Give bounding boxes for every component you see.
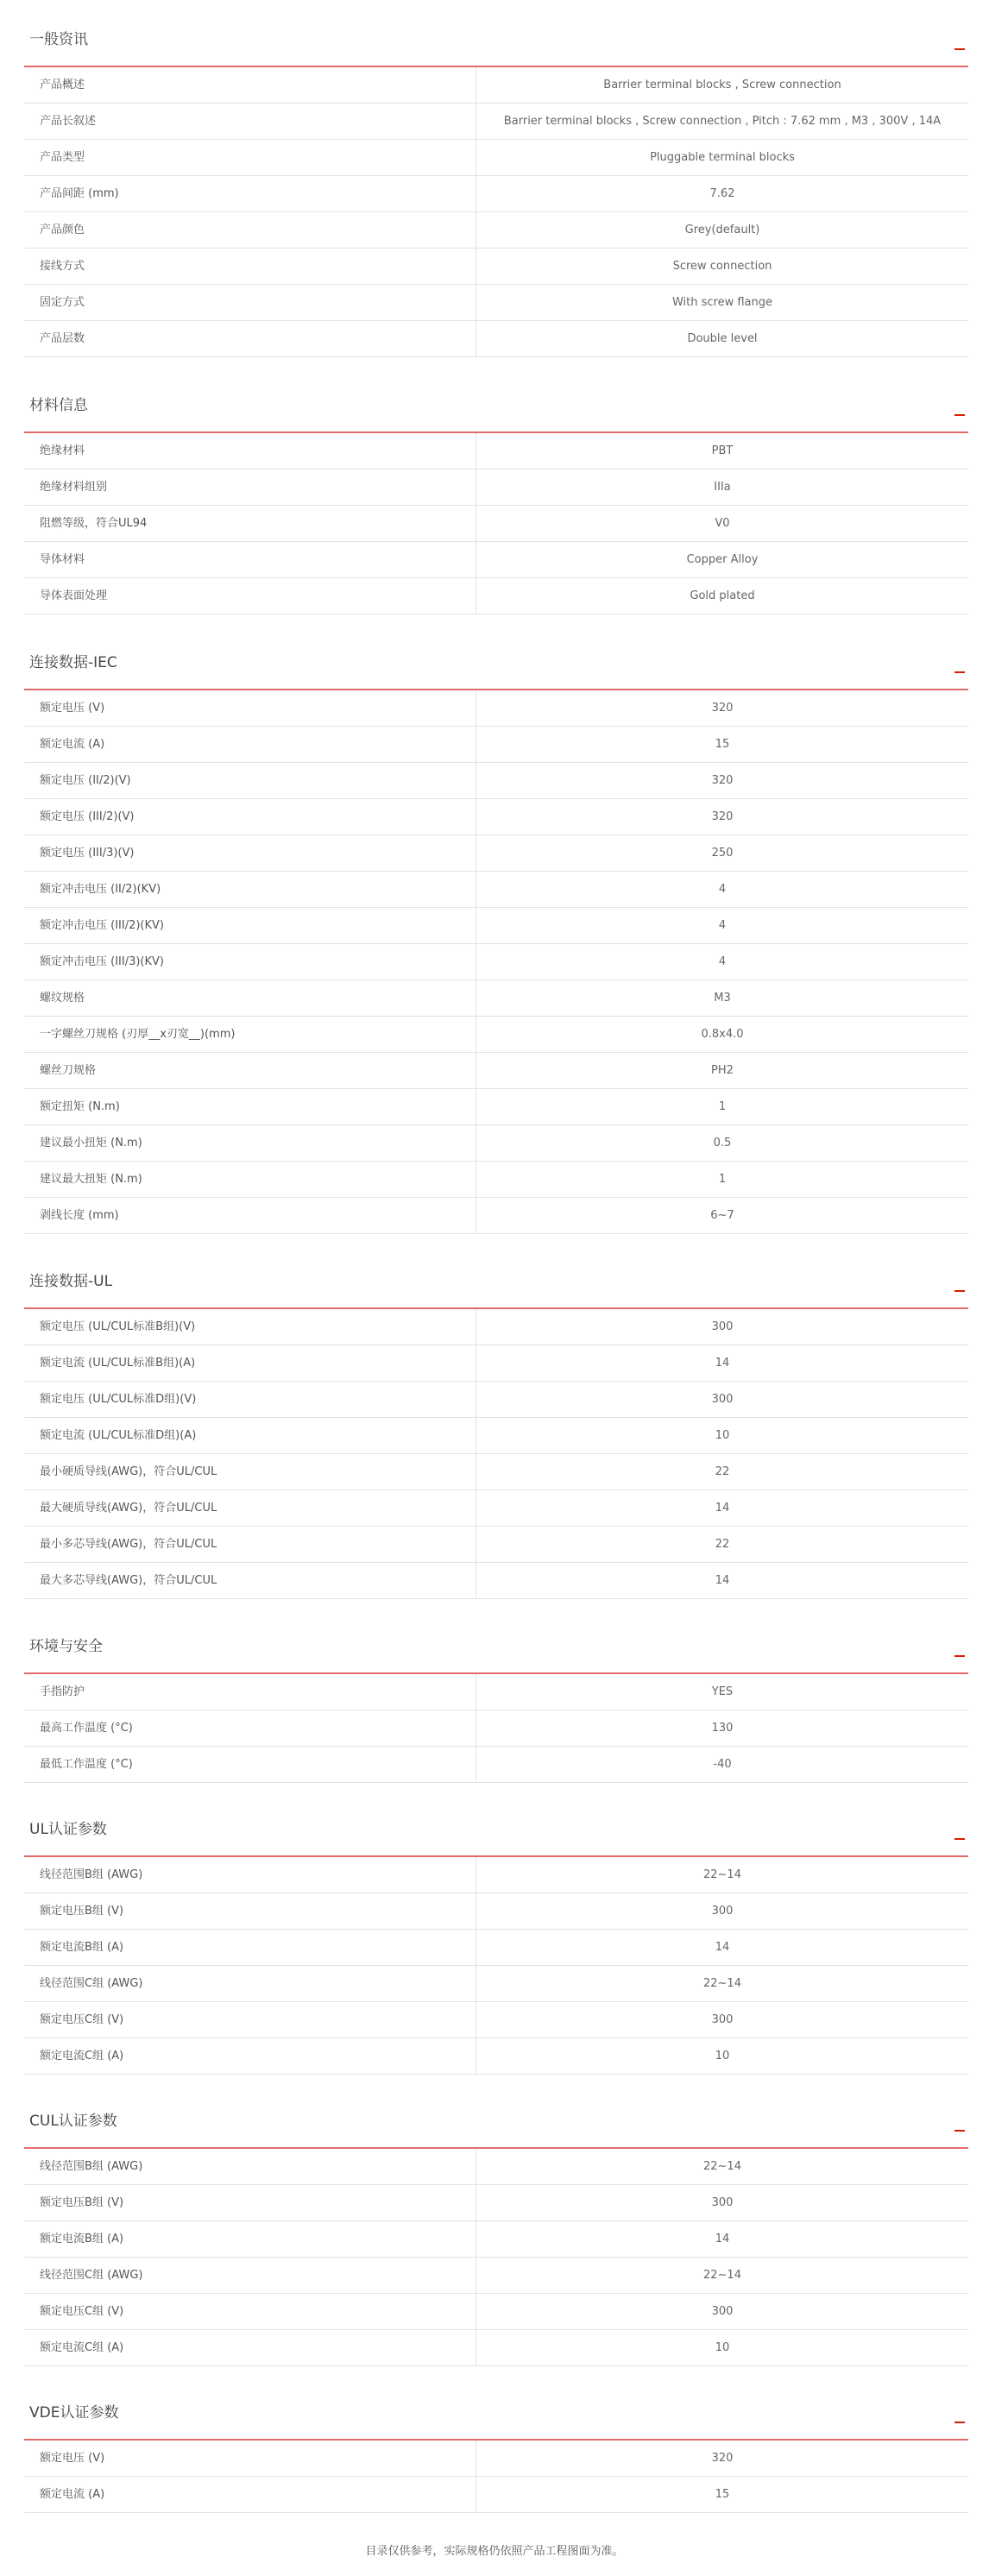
spec-label: 额定扭矩 (N.m)	[24, 1089, 476, 1124]
spec-value: 15	[715, 738, 730, 751]
table-row	[24, 1017, 968, 1053]
spec-section	[24, 1802, 968, 2075]
spec-label: 额定电流 (A)	[24, 727, 476, 762]
spec-table	[24, 1674, 968, 1783]
spec-value: Grey(default)	[684, 224, 760, 236]
collapse-icon[interactable]	[954, 2409, 965, 2425]
spec-value: 0.8x4.0	[701, 1028, 744, 1041]
table-row	[24, 1747, 968, 1783]
section-header[interactable]	[24, 2385, 968, 2441]
spec-value: 320	[711, 810, 734, 823]
section-title: CUL认证参数	[29, 2113, 117, 2130]
spec-label: 额定电压 (UL/CUL标准B组)(V)	[24, 1309, 476, 1345]
spec-value: 22~14	[703, 1977, 741, 1990]
spec-value: 7.62	[709, 187, 735, 200]
spec-section	[24, 2385, 968, 2513]
table-row	[24, 176, 968, 212]
spec-label: 额定电压 (III/3)(V)	[24, 835, 476, 871]
spec-value: Pluggable terminal blocks	[650, 151, 795, 164]
spec-label: 产品概述	[24, 67, 476, 103]
table-row	[24, 1162, 968, 1198]
collapse-icon[interactable]	[954, 36, 965, 52]
spec-value: PBT	[711, 444, 734, 457]
spec-label: 建议最大扭矩 (N.m)	[24, 1162, 476, 1197]
spec-label: 线径范围B组 (AWG)	[24, 1857, 476, 1893]
spec-label: 绝缘材料组别	[24, 469, 476, 505]
section-title: 连接数据-UL	[29, 1273, 113, 1290]
spec-value: Screw connection	[672, 260, 772, 273]
spec-label: 额定电流B组 (A)	[24, 2221, 476, 2257]
spec-label: 产品颜色	[24, 212, 476, 248]
spec-value: 22	[715, 1465, 730, 1478]
collapse-icon[interactable]	[954, 2118, 965, 2133]
spec-label: 额定冲击电压 (II/2)(KV)	[24, 872, 476, 907]
section-header[interactable]	[24, 1619, 968, 1674]
spec-value: 300	[711, 2013, 734, 2026]
table-row	[24, 1053, 968, 1089]
table-row	[24, 2185, 968, 2221]
table-row	[24, 1710, 968, 1747]
table-row	[24, 1893, 968, 1930]
spec-value: 14	[715, 2233, 730, 2245]
table-row	[24, 727, 968, 763]
table-row	[24, 578, 968, 614]
table-row	[24, 249, 968, 285]
spec-label: 线径范围C组 (AWG)	[24, 2258, 476, 2293]
spec-value: PH2	[711, 1064, 734, 1077]
section-header[interactable]	[24, 1254, 968, 1309]
table-row	[24, 835, 968, 872]
spec-value: 320	[711, 702, 734, 715]
spec-value: 14	[715, 1357, 730, 1370]
spec-section	[24, 2094, 968, 2366]
spec-section	[24, 12, 968, 357]
spec-label: 产品间距 (mm)	[24, 176, 476, 211]
table-row	[24, 104, 968, 140]
spec-section	[24, 1254, 968, 1599]
spec-table	[24, 67, 968, 357]
spec-label: 产品类型	[24, 140, 476, 175]
table-row	[24, 1490, 968, 1527]
spec-section	[24, 635, 968, 1234]
section-title: UL认证参数	[29, 1821, 107, 1838]
table-row	[24, 1563, 968, 1599]
table-row	[24, 1527, 968, 1563]
table-row	[24, 2294, 968, 2330]
spec-label: 阻燃等级，符合UL94	[24, 506, 476, 541]
spec-value: Barrier terminal blocks , Screw connection , Pitch : 7.62 mm , M3 , 300V , 14A	[503, 115, 942, 128]
table-row	[24, 763, 968, 799]
table-row	[24, 285, 968, 321]
spec-value: 1	[718, 1173, 727, 1186]
spec-label: 最低工作温度 (°C)	[24, 1747, 476, 1782]
spec-label: 最大硬质导线(AWG)，符合UL/CUL	[24, 1490, 476, 1526]
section-title: 环境与安全	[29, 1638, 103, 1655]
table-row	[24, 1309, 968, 1345]
table-row	[24, 2221, 968, 2258]
table-row	[24, 1674, 968, 1710]
table-row	[24, 944, 968, 980]
section-header[interactable]	[24, 12, 968, 67]
section-title: 材料信息	[29, 397, 88, 414]
table-row	[24, 2330, 968, 2366]
section-header[interactable]	[24, 635, 968, 690]
spec-label: 额定电压 (V)	[24, 2441, 476, 2476]
spec-label: 额定电流 (A)	[24, 2477, 476, 2512]
table-row	[24, 1382, 968, 1418]
spec-value: 6~7	[710, 1209, 734, 1222]
spec-label: 产品长叙述	[24, 104, 476, 139]
table-row	[24, 67, 968, 104]
table-row	[24, 799, 968, 835]
spec-value: 14	[715, 1941, 730, 1954]
spec-label: 额定电流C组 (A)	[24, 2038, 476, 2074]
table-row	[24, 2002, 968, 2038]
spec-value: 10	[715, 2050, 730, 2063]
table-row	[24, 690, 968, 727]
footer-disclaimer: 目录仅供参考，实际规格仍依照产品工程图面为准。	[365, 2545, 624, 2558]
spec-table	[24, 433, 968, 614]
spec-label: 建议最小扭矩 (N.m)	[24, 1125, 476, 1161]
section-header[interactable]	[24, 1802, 968, 1857]
table-row	[24, 2477, 968, 2513]
spec-value: 320	[711, 2452, 734, 2465]
spec-value: 22~14	[703, 1868, 741, 1881]
collapse-icon[interactable]	[954, 1278, 965, 1294]
table-row	[24, 1930, 968, 1966]
spec-value: 10	[715, 1429, 730, 1442]
table-row	[24, 2149, 968, 2185]
section-title: 连接数据-IEC	[29, 654, 117, 671]
spec-value: 300	[711, 1393, 734, 1406]
spec-label: 额定电流 (UL/CUL标准D组)(A)	[24, 1418, 476, 1453]
spec-label: 产品层数	[24, 321, 476, 356]
table-row	[24, 140, 968, 176]
spec-label: 导体表面处理	[24, 578, 476, 614]
spec-value: YES	[711, 1685, 734, 1698]
spec-label: 螺丝刀规格	[24, 1053, 476, 1088]
table-row	[24, 1089, 968, 1125]
table-row	[24, 1198, 968, 1234]
collapse-icon[interactable]	[954, 1643, 965, 1659]
spec-value: 14	[715, 1574, 730, 1587]
spec-value: 300	[711, 1905, 734, 1918]
spec-label: 额定电压 (V)	[24, 690, 476, 726]
spec-value: 4	[718, 955, 727, 968]
table-row	[24, 506, 968, 542]
spec-value: V0	[715, 517, 730, 530]
table-row	[24, 321, 968, 357]
collapse-icon[interactable]	[954, 659, 965, 675]
spec-label: 最小硬质导线(AWG)，符合UL/CUL	[24, 1454, 476, 1490]
spec-value: Barrier terminal blocks , Screw connection	[603, 79, 841, 91]
spec-label: 额定电压B组 (V)	[24, 2185, 476, 2220]
section-title: VDE认证参数	[29, 2404, 119, 2422]
spec-label: 最大多芯导线(AWG)，符合UL/CUL	[24, 1563, 476, 1598]
spec-value: -40	[713, 1758, 732, 1771]
section-title: 一般资讯	[29, 31, 88, 48]
spec-label: 最高工作温度 (°C)	[24, 1710, 476, 1746]
table-row	[24, 2038, 968, 2075]
table-row	[24, 542, 968, 578]
spec-table	[24, 2149, 968, 2366]
spec-value: 22~14	[703, 2269, 741, 2282]
spec-section	[24, 1619, 968, 1783]
spec-table	[24, 2441, 968, 2513]
spec-section	[24, 378, 968, 614]
spec-label: 额定冲击电压 (III/2)(KV)	[24, 908, 476, 943]
spec-value: 4	[718, 883, 727, 896]
spec-label: 绝缘材料	[24, 433, 476, 469]
spec-label: 额定电压B组 (V)	[24, 1893, 476, 1929]
spec-label: 最小多芯导线(AWG)，符合UL/CUL	[24, 1527, 476, 1562]
spec-value: 22~14	[703, 2160, 741, 2173]
spec-value: 1	[718, 1100, 727, 1113]
table-row	[24, 2258, 968, 2294]
spec-value: 4	[718, 919, 727, 932]
spec-label: 导体材料	[24, 542, 476, 577]
spec-label: 剥线长度 (mm)	[24, 1198, 476, 1233]
spec-value: 300	[711, 1320, 734, 1333]
spec-label: 额定电压C组 (V)	[24, 2002, 476, 2037]
collapse-icon[interactable]	[954, 402, 965, 418]
spec-value: 15	[715, 2488, 730, 2501]
spec-value: IIIa	[714, 481, 731, 494]
spec-value: 0.5	[713, 1137, 732, 1149]
spec-label: 手指防护	[24, 1674, 476, 1710]
table-row	[24, 980, 968, 1017]
spec-label: 额定电流B组 (A)	[24, 1930, 476, 1965]
spec-label: 额定电压 (UL/CUL标准D组)(V)	[24, 1382, 476, 1417]
spec-label: 额定电流 (UL/CUL标准B组)(A)	[24, 1345, 476, 1381]
spec-value: 320	[711, 774, 734, 787]
table-row	[24, 1345, 968, 1382]
spec-table	[24, 690, 968, 1234]
spec-value: 130	[711, 1722, 734, 1735]
table-row	[24, 1418, 968, 1454]
spec-label: 额定电流C组 (A)	[24, 2330, 476, 2365]
table-row	[24, 433, 968, 469]
spec-value: 300	[711, 2305, 734, 2318]
spec-value: Copper Alloy	[686, 553, 759, 566]
spec-value: 300	[711, 2196, 734, 2209]
spec-value: 22	[715, 1538, 730, 1551]
spec-label: 一字螺丝刀规格 (刃厚__x刃宽__)(mm)	[24, 1017, 476, 1052]
spec-label: 线径范围C组 (AWG)	[24, 1966, 476, 2001]
spec-label: 额定冲击电压 (III/3)(KV)	[24, 944, 476, 979]
table-row	[24, 212, 968, 249]
spec-value: 250	[711, 847, 734, 860]
spec-value: M3	[714, 992, 731, 1005]
table-row	[24, 1966, 968, 2002]
spec-value: 10	[715, 2341, 730, 2354]
spec-value: Double level	[687, 332, 758, 345]
section-header[interactable]	[24, 2094, 968, 2149]
spec-label: 线径范围B组 (AWG)	[24, 2149, 476, 2184]
table-row	[24, 1125, 968, 1162]
spec-label: 额定电压C组 (V)	[24, 2294, 476, 2329]
spec-label: 额定电压 (II/2)(V)	[24, 763, 476, 798]
spec-table	[24, 1309, 968, 1599]
table-row	[24, 872, 968, 908]
table-row	[24, 469, 968, 506]
spec-label: 螺纹规格	[24, 980, 476, 1016]
spec-table	[24, 1857, 968, 2075]
collapse-icon[interactable]	[954, 1826, 965, 1842]
spec-value: 14	[715, 1502, 730, 1515]
table-row	[24, 2441, 968, 2477]
spec-label: 固定方式	[24, 285, 476, 320]
table-row	[24, 1857, 968, 1893]
spec-value: With screw flange	[671, 296, 773, 309]
spec-label: 额定电压 (III/2)(V)	[24, 799, 476, 835]
spec-value: Gold plated	[690, 589, 755, 602]
table-row	[24, 1454, 968, 1490]
table-row	[24, 908, 968, 944]
section-header[interactable]	[24, 378, 968, 433]
spec-label: 接线方式	[24, 249, 476, 284]
